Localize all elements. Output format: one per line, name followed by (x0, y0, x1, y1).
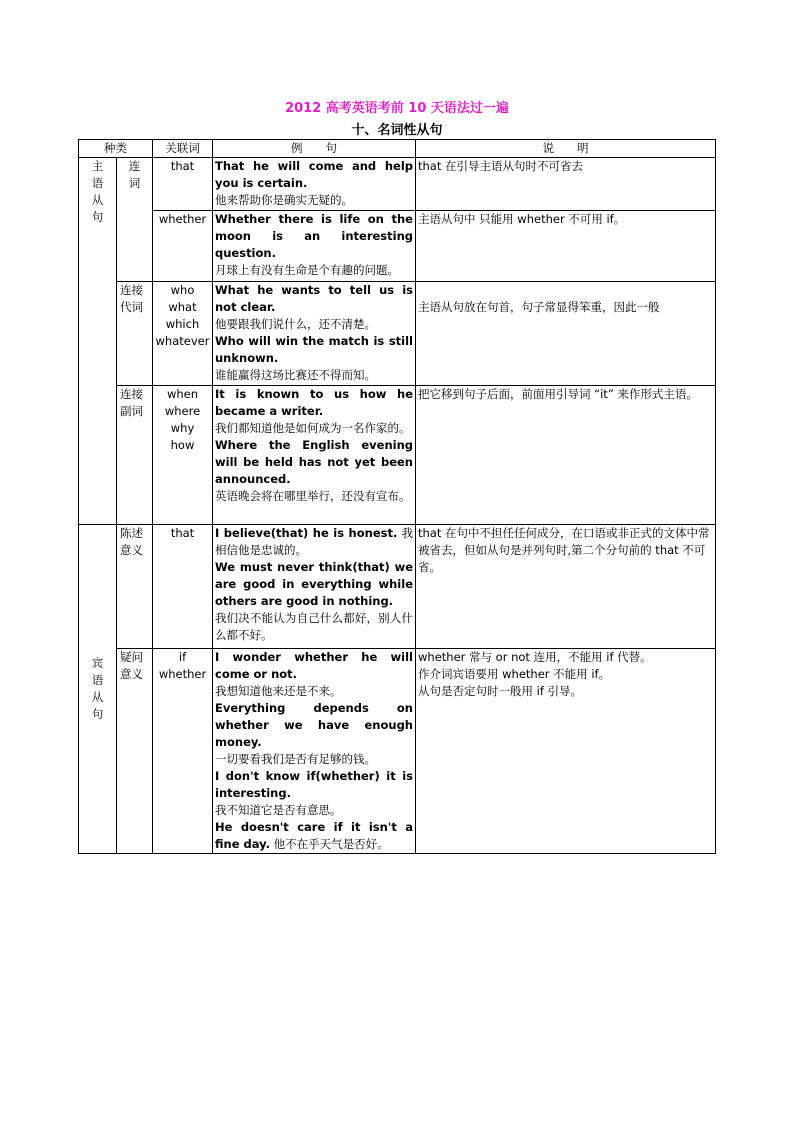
type-relative-pronoun: 连接代词 (117, 282, 153, 386)
example-en: What he wants to tell us is not clear. (215, 283, 413, 314)
table-row (79, 525, 716, 649)
table-row (79, 211, 716, 282)
header-example: 例 句 (213, 140, 416, 158)
type-conjunction: 连词 (117, 158, 153, 282)
category-char: 语 (91, 673, 104, 687)
example-en: We must never think(that) we are good in everything while others are good in nothing. (215, 560, 413, 608)
example-en: Who will win the match is still unknown. (215, 334, 413, 365)
example-cell (213, 282, 416, 386)
section-subtitle: 十、名词性从句 (351, 123, 443, 138)
category-char: 宾 (91, 656, 104, 670)
example-zh: 月球上有没有生命是个有趣的问题。 (215, 263, 399, 277)
table-header-row (79, 140, 716, 158)
example-en: That he will come and help you is certain. (215, 159, 413, 190)
grammar-table (78, 139, 716, 854)
type-declarative: 陈述意义 (117, 525, 153, 649)
example-en: Where the English evening will be held has not yet been announced. (215, 438, 413, 486)
example-zh: 一切要看我们是否有足够的钱。 (215, 752, 376, 766)
type-interrogative: 疑问意义 (117, 649, 153, 854)
explanation-line: 作介词宾语要用 whether 不能用 if。 (418, 667, 611, 681)
example-en: Everything depends on whether we have enough money. (215, 701, 413, 749)
explanation-line: whether 常与 or not 连用，不能用 if 代替。 (418, 650, 652, 664)
conjunction-cell: that (153, 158, 213, 211)
explanation-cell (416, 649, 716, 854)
explanation-cell: 主语从句中 只能用 whether 不可用 if。 (416, 211, 716, 282)
explanation-cell: that 在引导主语从句时不可省去 (416, 158, 716, 211)
example-en: It is known to us how he became a writer. (215, 387, 413, 418)
example-en: Whether there is life on the moon is an interesting question. (215, 212, 413, 260)
category-char: 句 (91, 707, 104, 721)
category-char: 从 (91, 690, 104, 704)
example-zh: 他来帮助你是确实无疑的。 (215, 193, 353, 207)
explanation-cell: that 在句中不担任任何成分，在口语或非正式的文体中常被省去，但如从句是并列句时,第二个分句前的 that 不可省。 (416, 525, 716, 649)
table-row (79, 649, 716, 854)
example-en: I wonder whether he will come or not. (215, 650, 413, 681)
example-zh: 我想知道他来还是不来。 (215, 684, 342, 698)
explanation-line: 从句是否定句时一般用 if 引导。 (418, 684, 583, 698)
example-zh: 我不知道它是否有意思。 (215, 803, 342, 817)
table-row (79, 386, 716, 525)
example-zh: 谁能赢得这场比赛还不得而知。 (215, 368, 376, 382)
category-char: 语 (91, 176, 104, 190)
header-conjunction: 关联词 (153, 140, 213, 158)
example-zh: 我们都知道他是如何成为一名作家的。 (215, 421, 411, 435)
example-cell (213, 386, 416, 525)
example-zh: 我们决不能认为自己什么都好，别人什么都不好。 (215, 611, 413, 642)
example-cell (213, 158, 416, 211)
table-row (79, 282, 716, 386)
header-category: 种类 (79, 140, 153, 158)
page-title: 2012 高考英语考前 10 天语法过一遍 (285, 101, 509, 116)
explanation-cell: 主语从句放在句首，句子常显得笨重，因此一般 (416, 282, 716, 386)
conjunction-cell: that (153, 525, 213, 649)
example-cell (213, 525, 416, 649)
type-relative-adverb: 连接副词 (117, 386, 153, 525)
table-row (79, 158, 716, 211)
example-zh: 我相信他是忠诚的。 (215, 526, 414, 557)
example-zh: 英语晚会将在哪里举行，还没有宣布。 (215, 489, 411, 503)
category-char: 从 (91, 193, 104, 207)
category-char: 主 (91, 159, 104, 173)
conjunction-cell: when where why how (153, 386, 213, 525)
category-object-clause (79, 525, 117, 854)
category-char: 句 (91, 210, 104, 224)
category-subject-clause (79, 158, 117, 525)
example-zh: 他不在乎天气是否好。 (273, 837, 389, 851)
example-en: I believe(that) he is honest. (215, 526, 398, 540)
example-en: He doesn't care if it isn't a fine day. (215, 820, 413, 851)
header-explanation: 说 明 (416, 140, 716, 158)
example-en: I don't know if(whether) it is interesting. (215, 769, 413, 800)
example-cell (213, 211, 416, 282)
example-zh: 他要跟我们说什么，还不清楚。 (215, 317, 376, 331)
conjunction-cell: if whether (153, 649, 213, 854)
conjunction-cell: whether (153, 211, 213, 282)
conjunction-cell: who what which whatever (153, 282, 213, 386)
explanation-cell: 把它移到句子后面，前面用引导词 “it” 来作形式主语。 (416, 386, 716, 525)
example-cell (213, 649, 416, 854)
